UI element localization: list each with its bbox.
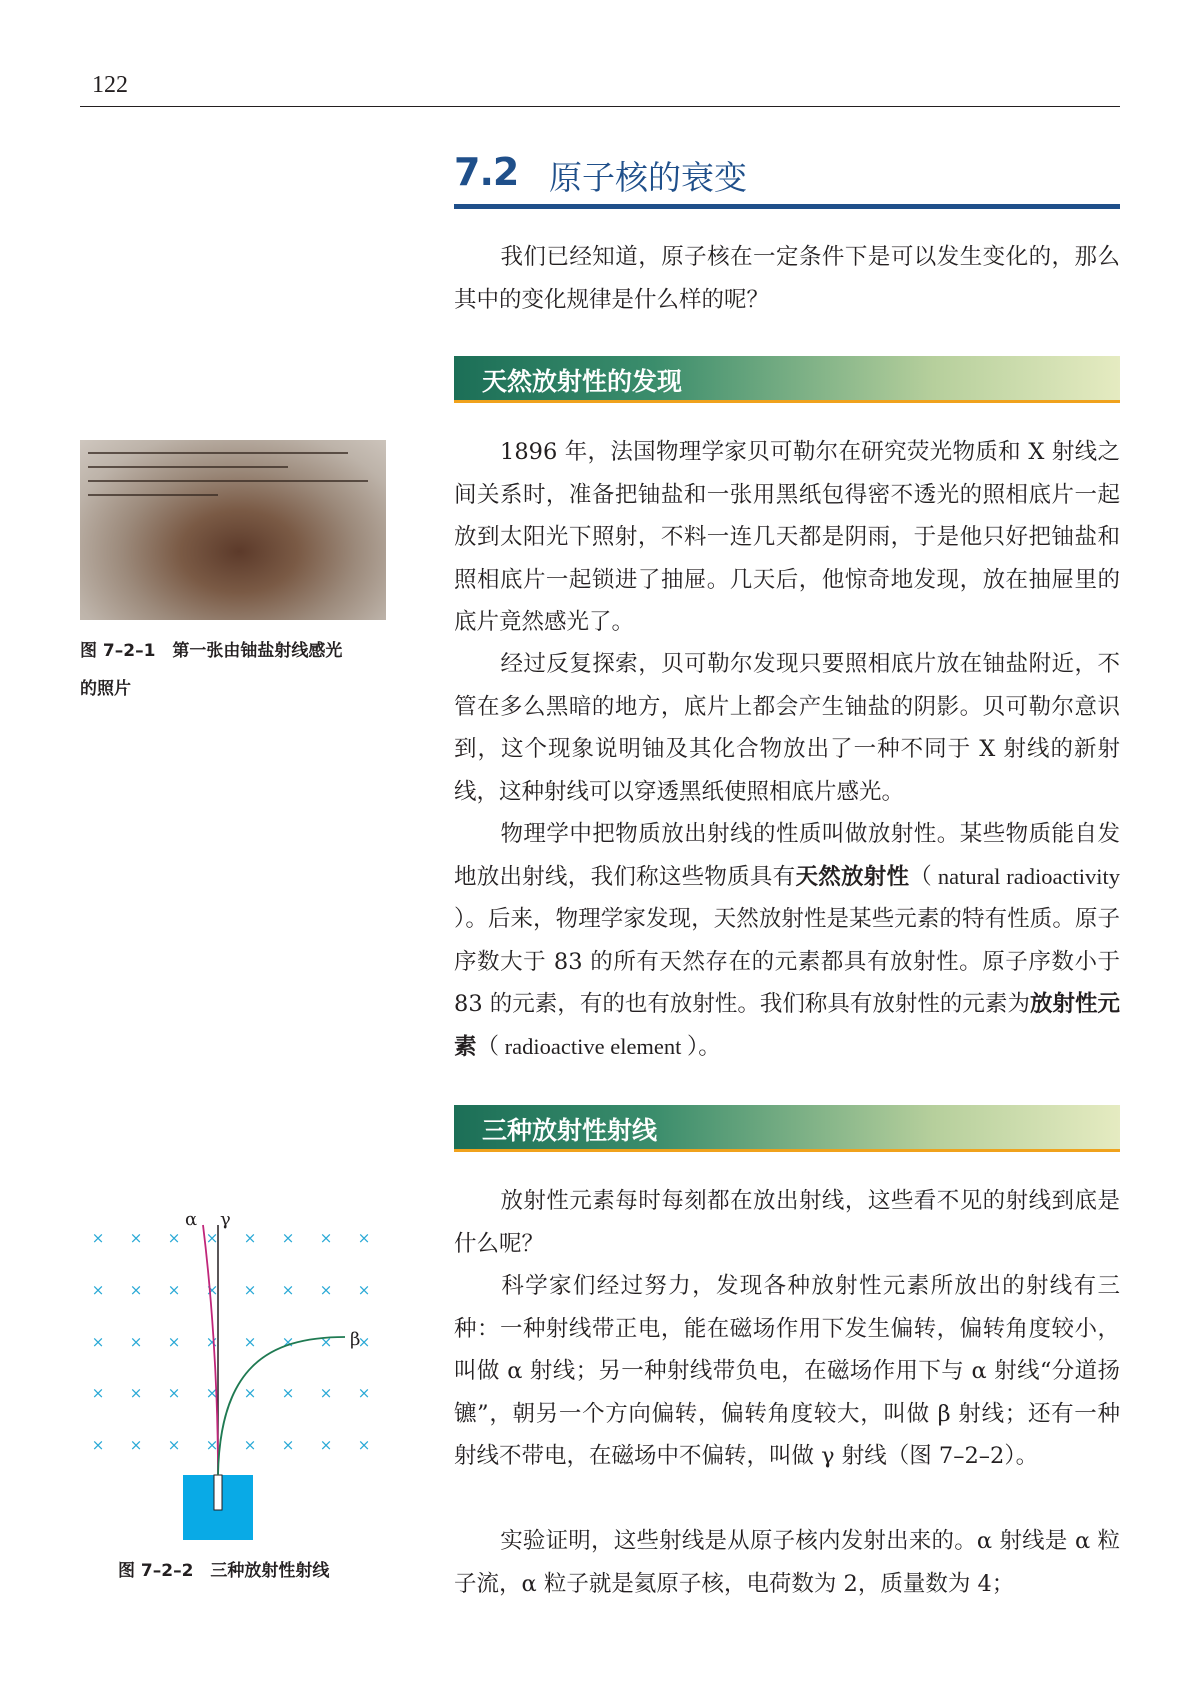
field-mark: × bbox=[91, 1384, 105, 1402]
field-mark: × bbox=[357, 1229, 371, 1247]
term-natural-radioactivity: 天然放射性 bbox=[795, 863, 910, 890]
paragraph-rays-3: 实验证明，这些射线是从原子核内发射出来的。α 射线是 α 粒子流，α 粒子就是氦原子核，电荷数为 2，质量数为 4； bbox=[454, 1528, 1120, 1597]
paragraph-rays-2: 科学家们经过努力，发现各种放射性元素所放出的射线有三种：一种射线带正电，能在磁场作用下发生偏转，偏转角度较小，叫做 α 射线；另一种射线带负电，在磁场作用下与 α 射线“分道扬镳”，朝另一个方向偏转，偏转角度较大，叫做 β 射线；还有一种射线不带电，在磁场中不偏转，叫做 γ 射线（图 7–2–2）。 bbox=[454, 1273, 1120, 1469]
field-mark: × bbox=[357, 1333, 371, 1351]
field-mark: × bbox=[243, 1436, 257, 1454]
field-mark: × bbox=[129, 1384, 143, 1402]
alpha-label: α bbox=[185, 1210, 198, 1230]
field-mark: × bbox=[205, 1333, 219, 1351]
field-mark: × bbox=[167, 1384, 181, 1402]
term-radioactive-element: 放射性元素 bbox=[454, 991, 1120, 1060]
field-mark: × bbox=[319, 1384, 333, 1402]
field-mark: × bbox=[129, 1281, 143, 1299]
header-rule bbox=[80, 106, 1120, 107]
field-mark: × bbox=[167, 1333, 181, 1351]
field-mark: × bbox=[319, 1333, 333, 1351]
intro-paragraph: 我们已经知道，原子核在一定条件下是可以发生变化的，那么其中的变化规律是什么样的呢？ bbox=[454, 244, 1120, 313]
paragraph-discovery-1: 1896 年，法国物理学家贝可勒尔在研究荧光物质和 X 射线之间关系时，准备把铀盐和一张用黑纸包得密不透光的照相底片一起放到太阳光下照射，不料一连几天都是阴雨，于是他只好把铀盐和照相底片一起锁进了抽屉。几天后，他惊奇地发现，放在抽屉里的底片竟然感光了。 bbox=[454, 439, 1120, 635]
field-mark: × bbox=[205, 1436, 219, 1454]
field-mark: × bbox=[281, 1281, 295, 1299]
field-mark: × bbox=[205, 1384, 219, 1402]
magnetic-field-marks bbox=[92, 1229, 371, 1454]
field-mark: × bbox=[281, 1436, 295, 1454]
field-mark: × bbox=[357, 1436, 371, 1454]
three-rays-diagram bbox=[80, 1210, 410, 1550]
field-mark: × bbox=[281, 1333, 295, 1351]
field-mark: × bbox=[319, 1281, 333, 1299]
field-mark: × bbox=[91, 1333, 105, 1351]
field-mark: × bbox=[281, 1384, 295, 1402]
field-mark: × bbox=[319, 1436, 333, 1454]
field-mark: × bbox=[357, 1384, 371, 1402]
field-mark: × bbox=[167, 1281, 181, 1299]
field-mark: × bbox=[205, 1281, 219, 1299]
section-name: 原子核的衰变 bbox=[549, 158, 747, 197]
paragraph-rays-1: 放射性元素每时每刻都在放出射线，这些看不见的射线到底是什么呢？ bbox=[454, 1188, 1120, 1257]
section-title bbox=[454, 150, 1120, 202]
field-mark: × bbox=[243, 1229, 257, 1247]
section-number: 7.2 bbox=[454, 150, 519, 194]
field-mark: × bbox=[243, 1281, 257, 1299]
paragraph-discovery-3: 物理学中把物质放出射线的性质叫做放射性。某些物质能自发地放出射线，我们称这些物质具有天然放射性（ natural radioactivity ）。后来，物理学家发现，天然放射性是某些元素的特有性质。原子序数大于 83 的所有天然存在的元素都具有放射性。原子序数小于 83 的元素，有的也有放射性。我们称具有放射性的元素为放射性元素（ radioactive element ）。 bbox=[454, 821, 1120, 1060]
field-mark: × bbox=[129, 1333, 143, 1351]
field-mark: × bbox=[243, 1333, 257, 1351]
subsection-title: 天然放射性的发现 bbox=[482, 367, 683, 396]
paragraph-discovery-2: 经过反复探索，贝可勒尔发现只要照相底片放在铀盐附近，不管在多么黑暗的地方，底片上都会产生铀盐的阴影。贝可勒尔意识到，这个现象说明铀及其化合物放出了一种不同于 X 射线的新射线，这种射线可以穿透黑纸使照相底片感光。 bbox=[454, 651, 1120, 805]
page-number: 122 bbox=[92, 72, 128, 98]
field-mark: × bbox=[91, 1281, 105, 1299]
source-channel bbox=[214, 1475, 222, 1510]
field-mark: × bbox=[91, 1229, 105, 1247]
subsection-heading-discovery bbox=[454, 356, 1120, 403]
beta-ray-path bbox=[218, 1337, 345, 1475]
field-mark: × bbox=[243, 1384, 257, 1402]
subsection-title: 三种放射性射线 bbox=[482, 1116, 658, 1145]
field-mark: × bbox=[281, 1229, 295, 1247]
field-mark: × bbox=[167, 1436, 181, 1454]
figure-2-caption: 图 7–2–2 三种放射性射线 bbox=[118, 1561, 330, 1581]
field-mark: × bbox=[167, 1229, 181, 1247]
beta-label: β bbox=[350, 1329, 361, 1350]
field-mark: × bbox=[129, 1229, 143, 1247]
title-rule bbox=[454, 204, 1120, 209]
gamma-label: γ bbox=[220, 1210, 231, 1230]
uranium-plate-photo bbox=[80, 440, 386, 620]
figure-1-caption: 图 7–2–1 第一张由铀盐射线感光 的照片 bbox=[80, 641, 343, 699]
field-mark: × bbox=[91, 1436, 105, 1454]
field-mark: × bbox=[357, 1281, 371, 1299]
field-mark: × bbox=[129, 1436, 143, 1454]
field-mark: × bbox=[319, 1229, 333, 1247]
subsection-heading-three-rays bbox=[454, 1105, 1120, 1152]
field-mark: × bbox=[205, 1229, 219, 1247]
